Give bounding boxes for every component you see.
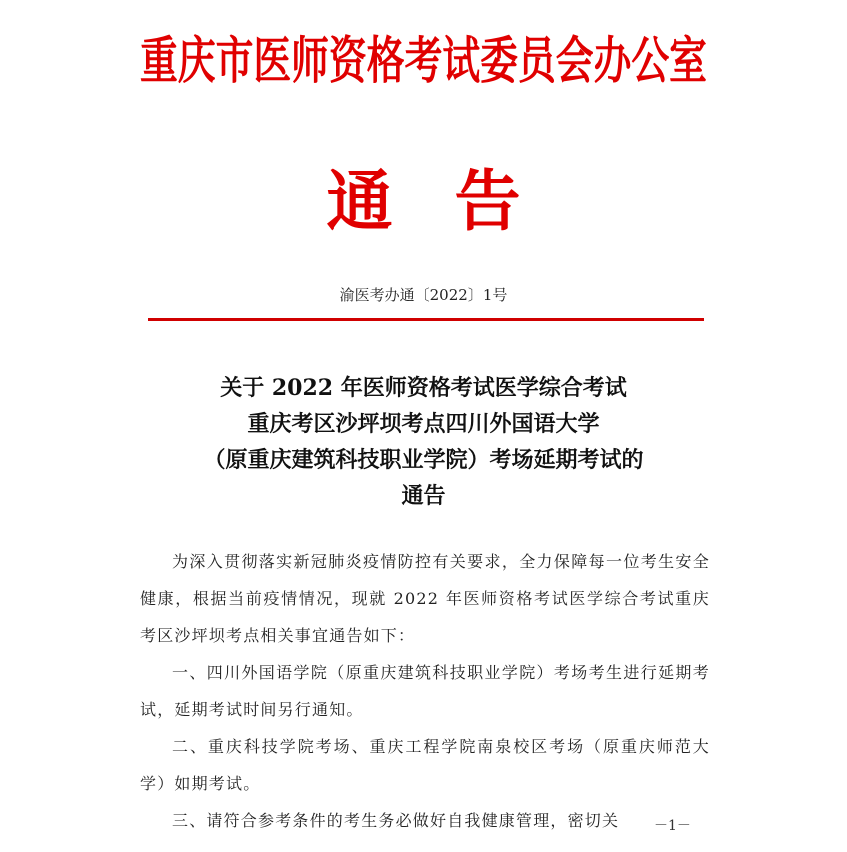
paragraph-item-1: 一、四川外国语学院（原重庆建筑科技职业学院）考场考生进行延期考试，延期考试时间另行通知。 <box>140 663 710 719</box>
title-line-2: 重庆考区沙坪坝考点四川外国语大学 <box>247 411 600 437</box>
document-number: 渝医考办通〔2022〕1号 <box>339 286 508 304</box>
title-line-3: （原重庆建筑科技职业学院）考场延期考试的 <box>203 447 644 473</box>
paragraph-item-3: 三、请符合参考条件的考生务必做好自我健康管理，密切关 <box>172 811 620 830</box>
paragraph-item-2: 二、重庆科技学院考场、重庆工程学院南泉校区考场（原重庆师范大学）如期考试。 <box>140 737 710 793</box>
red-divider-line <box>148 318 704 321</box>
notice-body <box>140 543 710 839</box>
title-line-4: 通告 <box>401 483 446 509</box>
notice-char-1: 通 <box>326 162 393 240</box>
title-line-1: 关于 2022 年医师资格考试医学综合考试 <box>220 375 627 401</box>
notice-char-2: 告 <box>454 162 521 240</box>
issuing-organization: 重庆市医师资格考试委员会办公室 <box>139 31 707 90</box>
notice-title <box>0 370 847 514</box>
notice-heading <box>0 162 847 240</box>
page-number: －1－ <box>654 818 691 834</box>
paragraph-intro: 为深入贯彻落实新冠肺炎疫情防控有关要求，全力保障每一位考生安全健康，根据当前疫情情况，现就 2022 年医师资格考试医学综合考试重庆考区沙坪坝考点相关事宜通告如下： <box>140 552 710 645</box>
